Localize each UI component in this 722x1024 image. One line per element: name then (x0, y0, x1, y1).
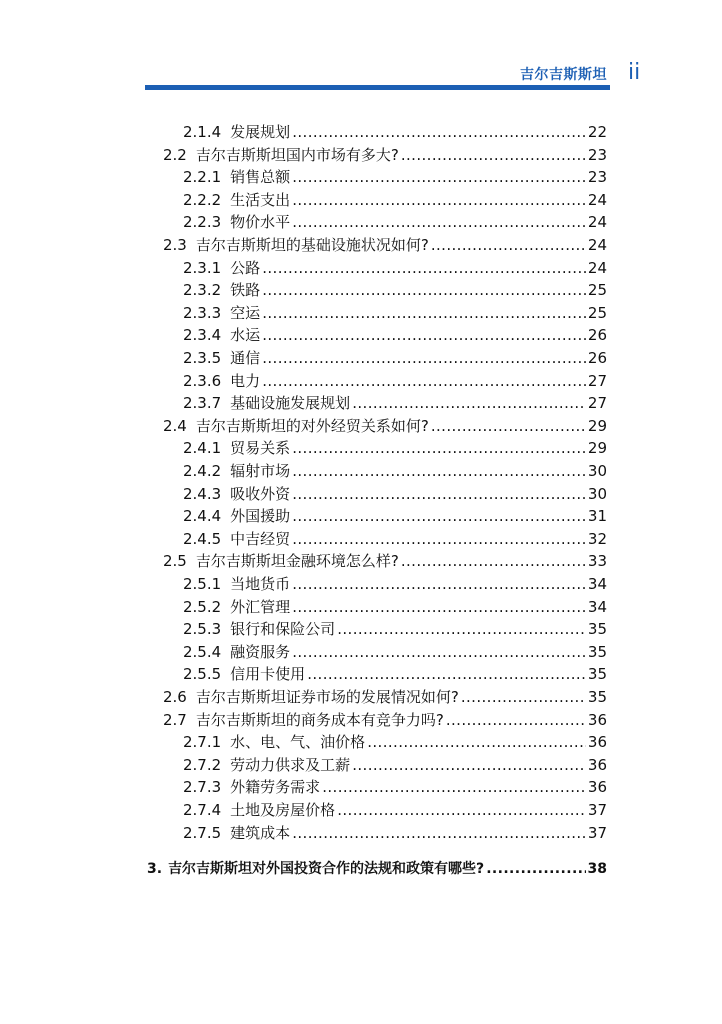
toc-entry-page: 26 (587, 326, 607, 345)
toc-entry-leader (262, 302, 586, 324)
toc-entry-title: 吉尔吉斯斯坦的商务成本有竞争力吗? (195, 710, 444, 729)
toc-entry-leader (446, 709, 586, 731)
toc-entry-number: 3. (147, 861, 163, 878)
toc-entry-number: 2.4.4 (183, 507, 222, 526)
page-number: ii (628, 60, 641, 85)
toc-entry[interactable] (163, 415, 607, 437)
toc-entry-number: 2.3.6 (183, 371, 222, 390)
toc-entry-number: 2.5.5 (183, 665, 222, 684)
toc-entry[interactable] (183, 799, 607, 821)
toc-entry[interactable] (163, 686, 607, 708)
toc-entry-title: 吉尔吉斯斯坦的基础设施状况如何? (195, 236, 429, 254)
toc-entry-page: 24 (587, 190, 607, 209)
toc-entry-leader (292, 505, 586, 527)
header-title: 吉尔吉斯斯坦 (520, 67, 607, 83)
toc-entry-number: 2.3.2 (183, 281, 222, 300)
toc-entry-number: 2.2.2 (183, 190, 222, 209)
toc-entry[interactable] (183, 505, 607, 527)
toc-entry-title: 银行和保险公司 (230, 620, 336, 639)
toc-entry[interactable] (163, 550, 607, 572)
toc-entry-page: 36 (587, 755, 607, 774)
toc-entry-page: 27 (587, 371, 607, 390)
toc-entry[interactable] (183, 754, 607, 776)
toc-entry-leader (262, 347, 586, 369)
toc-entry-title: 外汇管理 (230, 597, 291, 616)
toc-entry[interactable] (183, 392, 607, 414)
toc-entry-leader (262, 279, 586, 301)
toc-entry-page: 35 (587, 642, 607, 661)
toc-entry-page: 26 (587, 349, 607, 367)
toc-entry-leader (352, 754, 586, 776)
toc-entry-title: 通信 (230, 349, 261, 367)
toc-entry[interactable] (163, 709, 607, 731)
toc-entry[interactable] (183, 324, 607, 346)
toc-entry-leader (431, 234, 586, 256)
toc-entry-leader (461, 686, 586, 708)
toc-entry-number: 2.7.4 (183, 801, 222, 819)
toc-entry-title: 吉尔吉斯斯坦证券市场的发展情况如何? (195, 688, 459, 706)
toc-entry-number: 2.4.5 (183, 529, 222, 548)
toc-entry-number: 2.2.3 (183, 213, 222, 232)
toc-entry-leader (292, 573, 586, 595)
toc-entry-number: 2.3.7 (183, 394, 222, 413)
toc-entry-page: 25 (587, 303, 607, 322)
header-rule (145, 85, 610, 90)
toc-entry-title: 土地及房屋价格 (230, 801, 336, 819)
toc-entry-title: 劳动力供求及工薪 (230, 755, 351, 774)
toc-entry-number: 2.3 (163, 236, 187, 254)
toc-entry-page: 27 (587, 394, 607, 413)
toc-entry-title: 建筑成本 (230, 823, 291, 842)
toc-entry-number: 2.5.4 (183, 642, 222, 661)
toc-entry-page: 24 (587, 236, 607, 254)
toc-entry[interactable] (183, 121, 607, 143)
toc-entry-page: 36 (587, 778, 607, 797)
toc-entry-title: 外籍劳务需求 (230, 778, 321, 797)
toc-entry-number: 2.7 (163, 710, 187, 729)
toc-entry[interactable] (183, 596, 607, 618)
toc-entry-leader (352, 392, 586, 414)
toc-entry[interactable] (183, 731, 607, 753)
toc-entry-leader (337, 799, 586, 821)
toc-entry-page: 38 (587, 861, 607, 878)
toc-entry-title: 基础设施发展规划 (230, 394, 351, 413)
toc-entry-number: 2.5.1 (183, 575, 222, 593)
toc-entry-leader (292, 596, 586, 618)
toc-entry-number: 2.4.1 (183, 439, 222, 458)
toc-entry-leader (292, 528, 586, 550)
toc-entry-number: 2.2.1 (183, 168, 222, 187)
toc-entry-leader (292, 460, 586, 482)
toc-entry-number: 2.1.4 (183, 123, 222, 141)
toc-entry-page: 33 (587, 552, 607, 571)
toc-entry-title: 吸收外资 (230, 484, 291, 503)
toc-entry-title: 当地货币 (230, 575, 291, 593)
toc-entry[interactable] (183, 257, 607, 279)
toc-entry-number: 2.4.3 (183, 484, 222, 503)
toc-entry[interactable] (183, 460, 607, 482)
toc-entry-page: 36 (587, 733, 607, 752)
toc-entry-title: 空运 (230, 303, 261, 322)
toc-entry-leader (292, 189, 586, 211)
toc-entry-page: 24 (587, 258, 607, 277)
toc-entry-number: 2.4.2 (183, 462, 222, 480)
toc-entry-leader (292, 437, 586, 459)
toc-entry-title: 吉尔吉斯斯坦国内市场有多大? (195, 145, 399, 164)
toc-entry-number: 2.5.3 (183, 620, 222, 639)
toc-entry-leader (292, 121, 586, 143)
toc-entry-leader (322, 776, 586, 798)
toc-entry-page: 37 (587, 801, 607, 819)
toc-entry-leader (401, 144, 586, 166)
toc-entry-number: 2.3.5 (183, 349, 222, 367)
toc-entry-page: 30 (587, 462, 607, 480)
toc-entry-page: 35 (587, 665, 607, 684)
toc-entry-leader (486, 858, 585, 880)
toc-entry-number: 2.3.4 (183, 326, 222, 345)
toc-entry-number: 2.5 (163, 552, 187, 571)
toc-entry-title: 生活支出 (230, 190, 291, 209)
toc-entry-title: 外国援助 (230, 507, 291, 526)
toc-entry[interactable] (183, 437, 607, 459)
toc-entry-title: 销售总额 (230, 168, 291, 187)
toc-entry[interactable] (183, 573, 607, 595)
toc-entry-title: 水、电、气、油价格 (230, 733, 366, 752)
toc-entry-page: 36 (587, 710, 607, 729)
toc-entry-number: 2.4 (163, 416, 187, 435)
toc-entry-title: 物价水平 (230, 213, 291, 232)
toc-entry[interactable] (183, 279, 607, 301)
toc-entry[interactable] (183, 189, 607, 211)
toc-entry-leader (337, 618, 586, 640)
toc-entry-leader (431, 415, 586, 437)
toc-entry-title: 吉尔吉斯斯坦金融环境怎么样? (195, 552, 399, 571)
toc-entry-title: 贸易关系 (230, 439, 291, 458)
toc-entry-leader (292, 483, 586, 505)
toc-entry[interactable] (183, 776, 607, 798)
toc-entry-leader (262, 324, 586, 346)
toc-entry-leader (292, 822, 586, 844)
toc-entry-page: 34 (587, 575, 607, 593)
toc-entry[interactable] (183, 618, 607, 640)
toc-entry-title: 水运 (230, 326, 261, 345)
toc-entry-page: 29 (587, 439, 607, 458)
toc-entry[interactable] (183, 211, 607, 233)
toc-entry-number: 2.3.3 (183, 303, 222, 322)
toc-entry-page: 23 (587, 145, 607, 164)
toc-entry-title: 信用卡使用 (230, 665, 306, 684)
toc-entry-number: 2.6 (163, 688, 187, 706)
toc-entry-leader (262, 257, 586, 279)
toc-entry[interactable] (183, 370, 607, 392)
toc-entry-title: 辐射市场 (230, 462, 291, 480)
toc-entry-title: 公路 (230, 258, 261, 277)
toc-entry-page: 35 (587, 688, 607, 706)
toc-entry-number: 2.7.2 (183, 755, 222, 774)
toc-entry-page: 25 (587, 281, 607, 300)
toc-entry-title: 中吉经贸 (230, 529, 291, 548)
toc-entry[interactable] (183, 641, 607, 663)
toc-entry[interactable] (183, 663, 607, 685)
toc-entry[interactable] (163, 234, 607, 256)
toc-entry[interactable] (183, 822, 607, 844)
toc-entry-title: 铁路 (230, 281, 261, 300)
toc-entry-leader (307, 663, 586, 685)
toc-entry-page: 23 (587, 168, 607, 187)
toc-entry-number: 2.7.1 (183, 733, 222, 752)
toc-entry-title: 吉尔吉斯斯坦对外国投资合作的法规和政策有哪些? (168, 861, 485, 878)
toc-entry-page: 31 (587, 507, 607, 526)
toc-entry-number: 2.7.5 (183, 823, 222, 842)
toc-entry-page: 24 (587, 213, 607, 232)
toc-entry-leader (292, 166, 586, 188)
toc-entry[interactable] (183, 347, 607, 369)
toc-entry-number: 2.2 (163, 145, 187, 164)
toc-entry-leader (292, 211, 586, 233)
toc-entry-title: 发展规划 (230, 123, 291, 141)
toc-entry-leader (401, 550, 586, 572)
toc-entry-title: 吉尔吉斯斯坦的对外经贸关系如何? (195, 416, 429, 435)
toc-entry[interactable] (183, 302, 607, 324)
toc-entry-page: 22 (587, 123, 607, 141)
toc-entry-page: 32 (587, 529, 607, 548)
toc-entry[interactable] (183, 483, 607, 505)
toc-entry-page: 37 (587, 823, 607, 842)
toc-entry[interactable] (163, 144, 607, 166)
toc-entry-number: 2.7.3 (183, 778, 222, 797)
toc-entry-title: 电力 (230, 371, 261, 390)
toc-entry-leader (262, 370, 586, 392)
toc-entry[interactable] (183, 528, 607, 550)
toc-entry-page: 35 (587, 620, 607, 639)
toc-entry-leader (292, 641, 586, 663)
toc-entry-title: 融资服务 (230, 642, 291, 661)
toc-entry-page: 29 (587, 416, 607, 435)
toc-entry-leader (367, 731, 586, 753)
toc-entry-page: 34 (587, 597, 607, 616)
toc-entry-page: 30 (587, 484, 607, 503)
toc-entry-number: 2.5.2 (183, 597, 222, 616)
toc-entry-number: 2.3.1 (183, 258, 222, 277)
toc-entry[interactable] (183, 166, 607, 188)
toc-entry[interactable] (147, 858, 607, 880)
